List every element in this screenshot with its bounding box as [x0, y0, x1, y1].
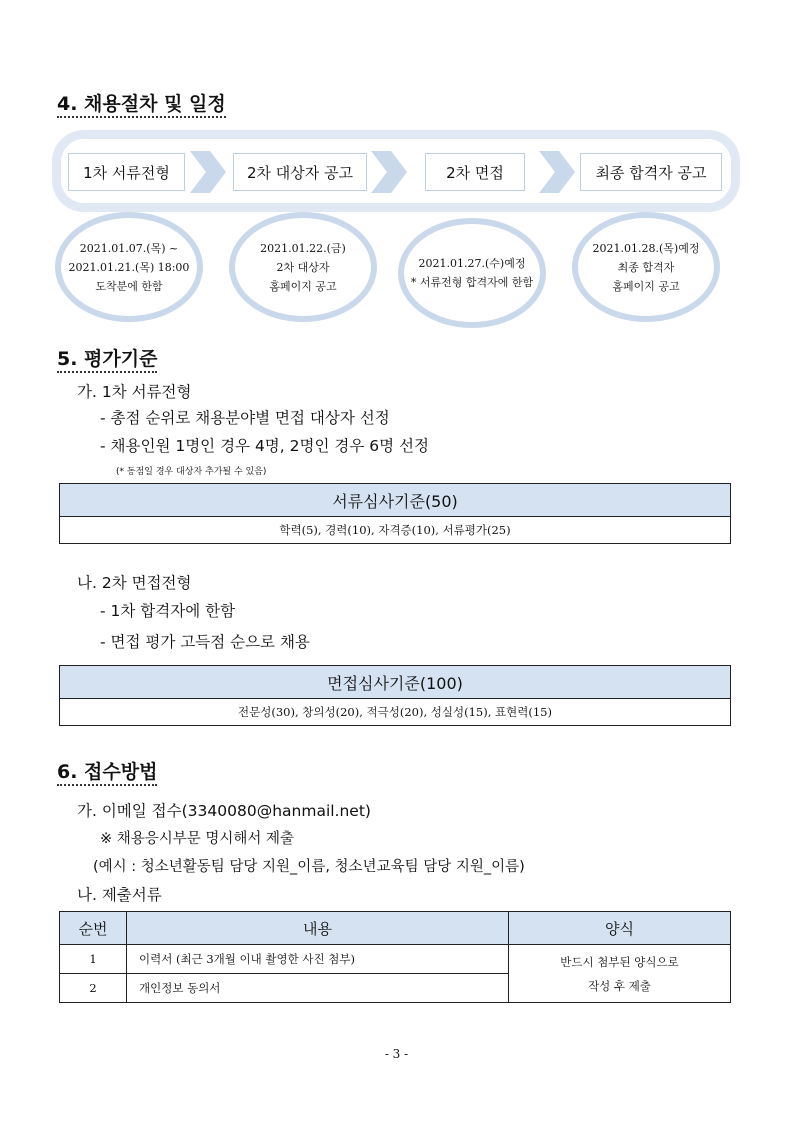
table-header: 내용 — [127, 912, 509, 945]
note-text: (* 동점일 경우 대상자 추가될 수 있음) — [116, 467, 267, 477]
table-cell: 전문성(30), 창의성(20), 적극성(20), 성실성(15), 표현력(15) — [238, 705, 552, 719]
subsection-heading: 가. 이메일 접수(3340080@hanmail.net) — [77, 802, 371, 820]
table-row — [60, 945, 731, 974]
form-text: 반드시 첨부된 양식으로 — [560, 954, 679, 969]
list-item: - 1차 합격자에 한함 — [100, 602, 236, 620]
list-item: - 채용인원 1명인 경우 4명, 2명인 경우 6명 선정 — [100, 437, 429, 455]
step-4: 최종 합격자 공고 — [580, 153, 722, 191]
table-cell: 2 — [60, 974, 127, 1003]
table-header: 서류심사기준(50) — [60, 484, 730, 517]
schedule-text: 2021.01.21.(목) 18:00 — [68, 260, 190, 274]
list-item: - 면접 평가 고득점 순으로 채용 — [100, 633, 310, 651]
schedule-circle-4 — [572, 212, 720, 322]
subsection-heading: 가. 1차 서류전형 — [77, 383, 192, 401]
schedule-circle-2 — [229, 212, 377, 322]
table-header: 양식 — [509, 912, 731, 945]
table-header: 면접심사기준(100) — [60, 666, 730, 699]
schedule-text: 최종 합격자 — [617, 260, 675, 274]
note-text: ※ 채용응시부문 명시해서 제출 — [100, 831, 295, 847]
chevron-arrow-icon — [539, 151, 575, 193]
chevron-arrow-icon — [190, 151, 226, 193]
schedule-text: 홈페이지 공고 — [612, 279, 680, 293]
schedule-circle-1 — [55, 212, 203, 322]
section-6-title: 6. 접수방법 — [57, 761, 157, 786]
step-3: 2차 면접 — [425, 153, 525, 191]
table-header: 순번 — [60, 912, 127, 945]
schedule-text: 2021.01.07.(목) ~ — [79, 241, 179, 255]
schedule-circle-3 — [398, 218, 546, 328]
schedule-text: * 서류전형 합격자에 한함 — [410, 276, 534, 289]
step-1: 1차 서류전형 — [68, 153, 185, 191]
document-criteria-table — [59, 483, 731, 544]
schedule-text: 홈페이지 공고 — [269, 279, 337, 293]
table-cell: 1 — [60, 945, 127, 974]
schedule-text: 2021.01.27.(수)예정 — [418, 257, 526, 270]
form-text: 작성 후 제출 — [588, 978, 651, 993]
table-cell: 학력(5), 경력(10), 자격증(10), 서류평가(25) — [279, 523, 511, 537]
section-4-title: 4. 채용절차 및 일정 — [57, 93, 226, 118]
table-cell: 개인정보 동의서 — [127, 974, 509, 1003]
step-2: 2차 대상자 공고 — [233, 153, 367, 191]
page-number: - 3 - — [384, 1047, 409, 1061]
schedule-text: 도착분에 한함 — [95, 279, 163, 293]
form-cell — [509, 945, 731, 1003]
table-cell: 이력서 (최근 3개월 이내 촬영한 사진 첨부) — [127, 945, 509, 974]
submission-documents-table — [59, 911, 731, 1003]
schedule-text: 2021.01.22.(금) — [260, 241, 346, 255]
subsection-heading: 나. 제출서류 — [77, 886, 162, 904]
chevron-arrow-icon — [371, 151, 407, 193]
subsection-heading: 나. 2차 면접전형 — [77, 574, 192, 592]
example-text: (예시 : 청소년활동팀 담당 지원_이름, 청소년교육팀 담당 지원_이름) — [93, 859, 525, 875]
schedule-text: 2차 대상자 — [276, 260, 330, 274]
schedule-text: 2021.01.28.(목)예정 — [592, 241, 700, 255]
interview-criteria-table — [59, 665, 731, 726]
list-item: - 총점 순위로 채용분야별 면접 대상자 선정 — [100, 409, 390, 427]
section-5-title: 5. 평가기준 — [57, 348, 157, 373]
